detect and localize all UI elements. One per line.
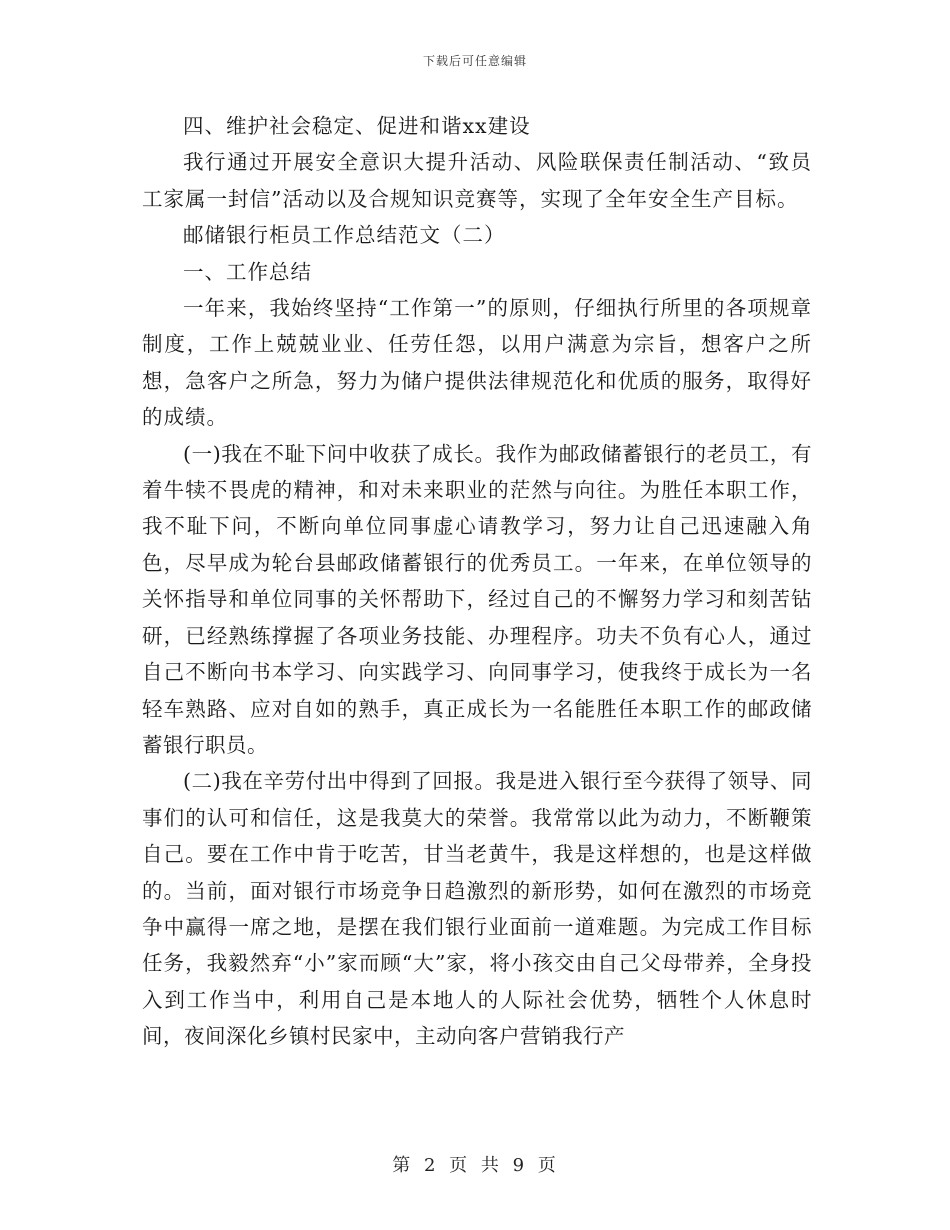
document-subtitle: 邮储银行柜员工作总结范文（二） [183,223,506,248]
page-number-footer: 第 2 页 共 9 页 [392,1155,558,1176]
paragraph-growth: (一)我在不耻下问中收获了成长。我作为邮政储蓄银行的老员工，有着牛犊不畏虎的精神，和对未来职业的茫然与向往。为胜任本职工作，我不耻下问，不断向单位同事虚心请教学习，努力让自己迅速融入角色，尽早成为轮台县邮政储蓄银行的优秀员工。一年来，在单位领导的关怀指导和单位同事的关怀帮助下，经过自己的不懈努力学习和刻苦钻研，已经熟练撑握了各项业务技能、办理程序。功夫不负有心人，通过自己不断向书本学习、向实践学习、向同事学习，使我终于成长为一名轻车熟路、应对自如的熟手，真正成长为一名能胜任本职工作的邮政储蓄银行职员。 [142,441,812,757]
section-heading-work-summary: 一、工作总结 [183,259,312,284]
section-heading-stability: 四、维护社会稳定、促进和谐xx建设 [183,114,531,138]
paragraph-reward: (二)我在辛劳付出中得到了回报。我是进入银行至今获得了领导、同事们的认可和信任，这是我莫大的荣誉。我常常以此为动力，不断鞭策自己。要在工作中肯于吃苦，甘当老黄牛，我是这样想的，也是这样做的。当前，面对银行市场竞争日趋激烈的新形势，如何在激烈的市场竞争中赢得一席之地，是摆在我们银行业面前一道难题。为完成工作目标任务，我毅然弃“小”家而顾“大”家，将小孩交由自己父母带养，全身投入到工作当中，利用自己是本地人的人际社会优势，牺牲个人休息时间，夜间深化乡镇村民家中，主动向客户营销我行产 [142,769,812,1049]
page-header-note: 下载后可任意编辑 [422,54,527,68]
paragraph-safety-activities: 我行通过开展安全意识大提升活动、风险联保责任制活动、“致员工家属一封信”活动以及合规知识竞赛等，实现了全年安全生产目标。 [142,150,812,211]
paragraph-year-overview: 一年来，我始终坚持“工作第一”的原则，仔细执行所里的各项规章制度，工作上兢兢业业、任劳任怨，以用户满意为宗旨，想客户之所想，急客户之所急，努力为储户提供法律规范化和优质的服务，取得好的成绩。 [142,296,812,430]
document-body [142,108,812,1055]
